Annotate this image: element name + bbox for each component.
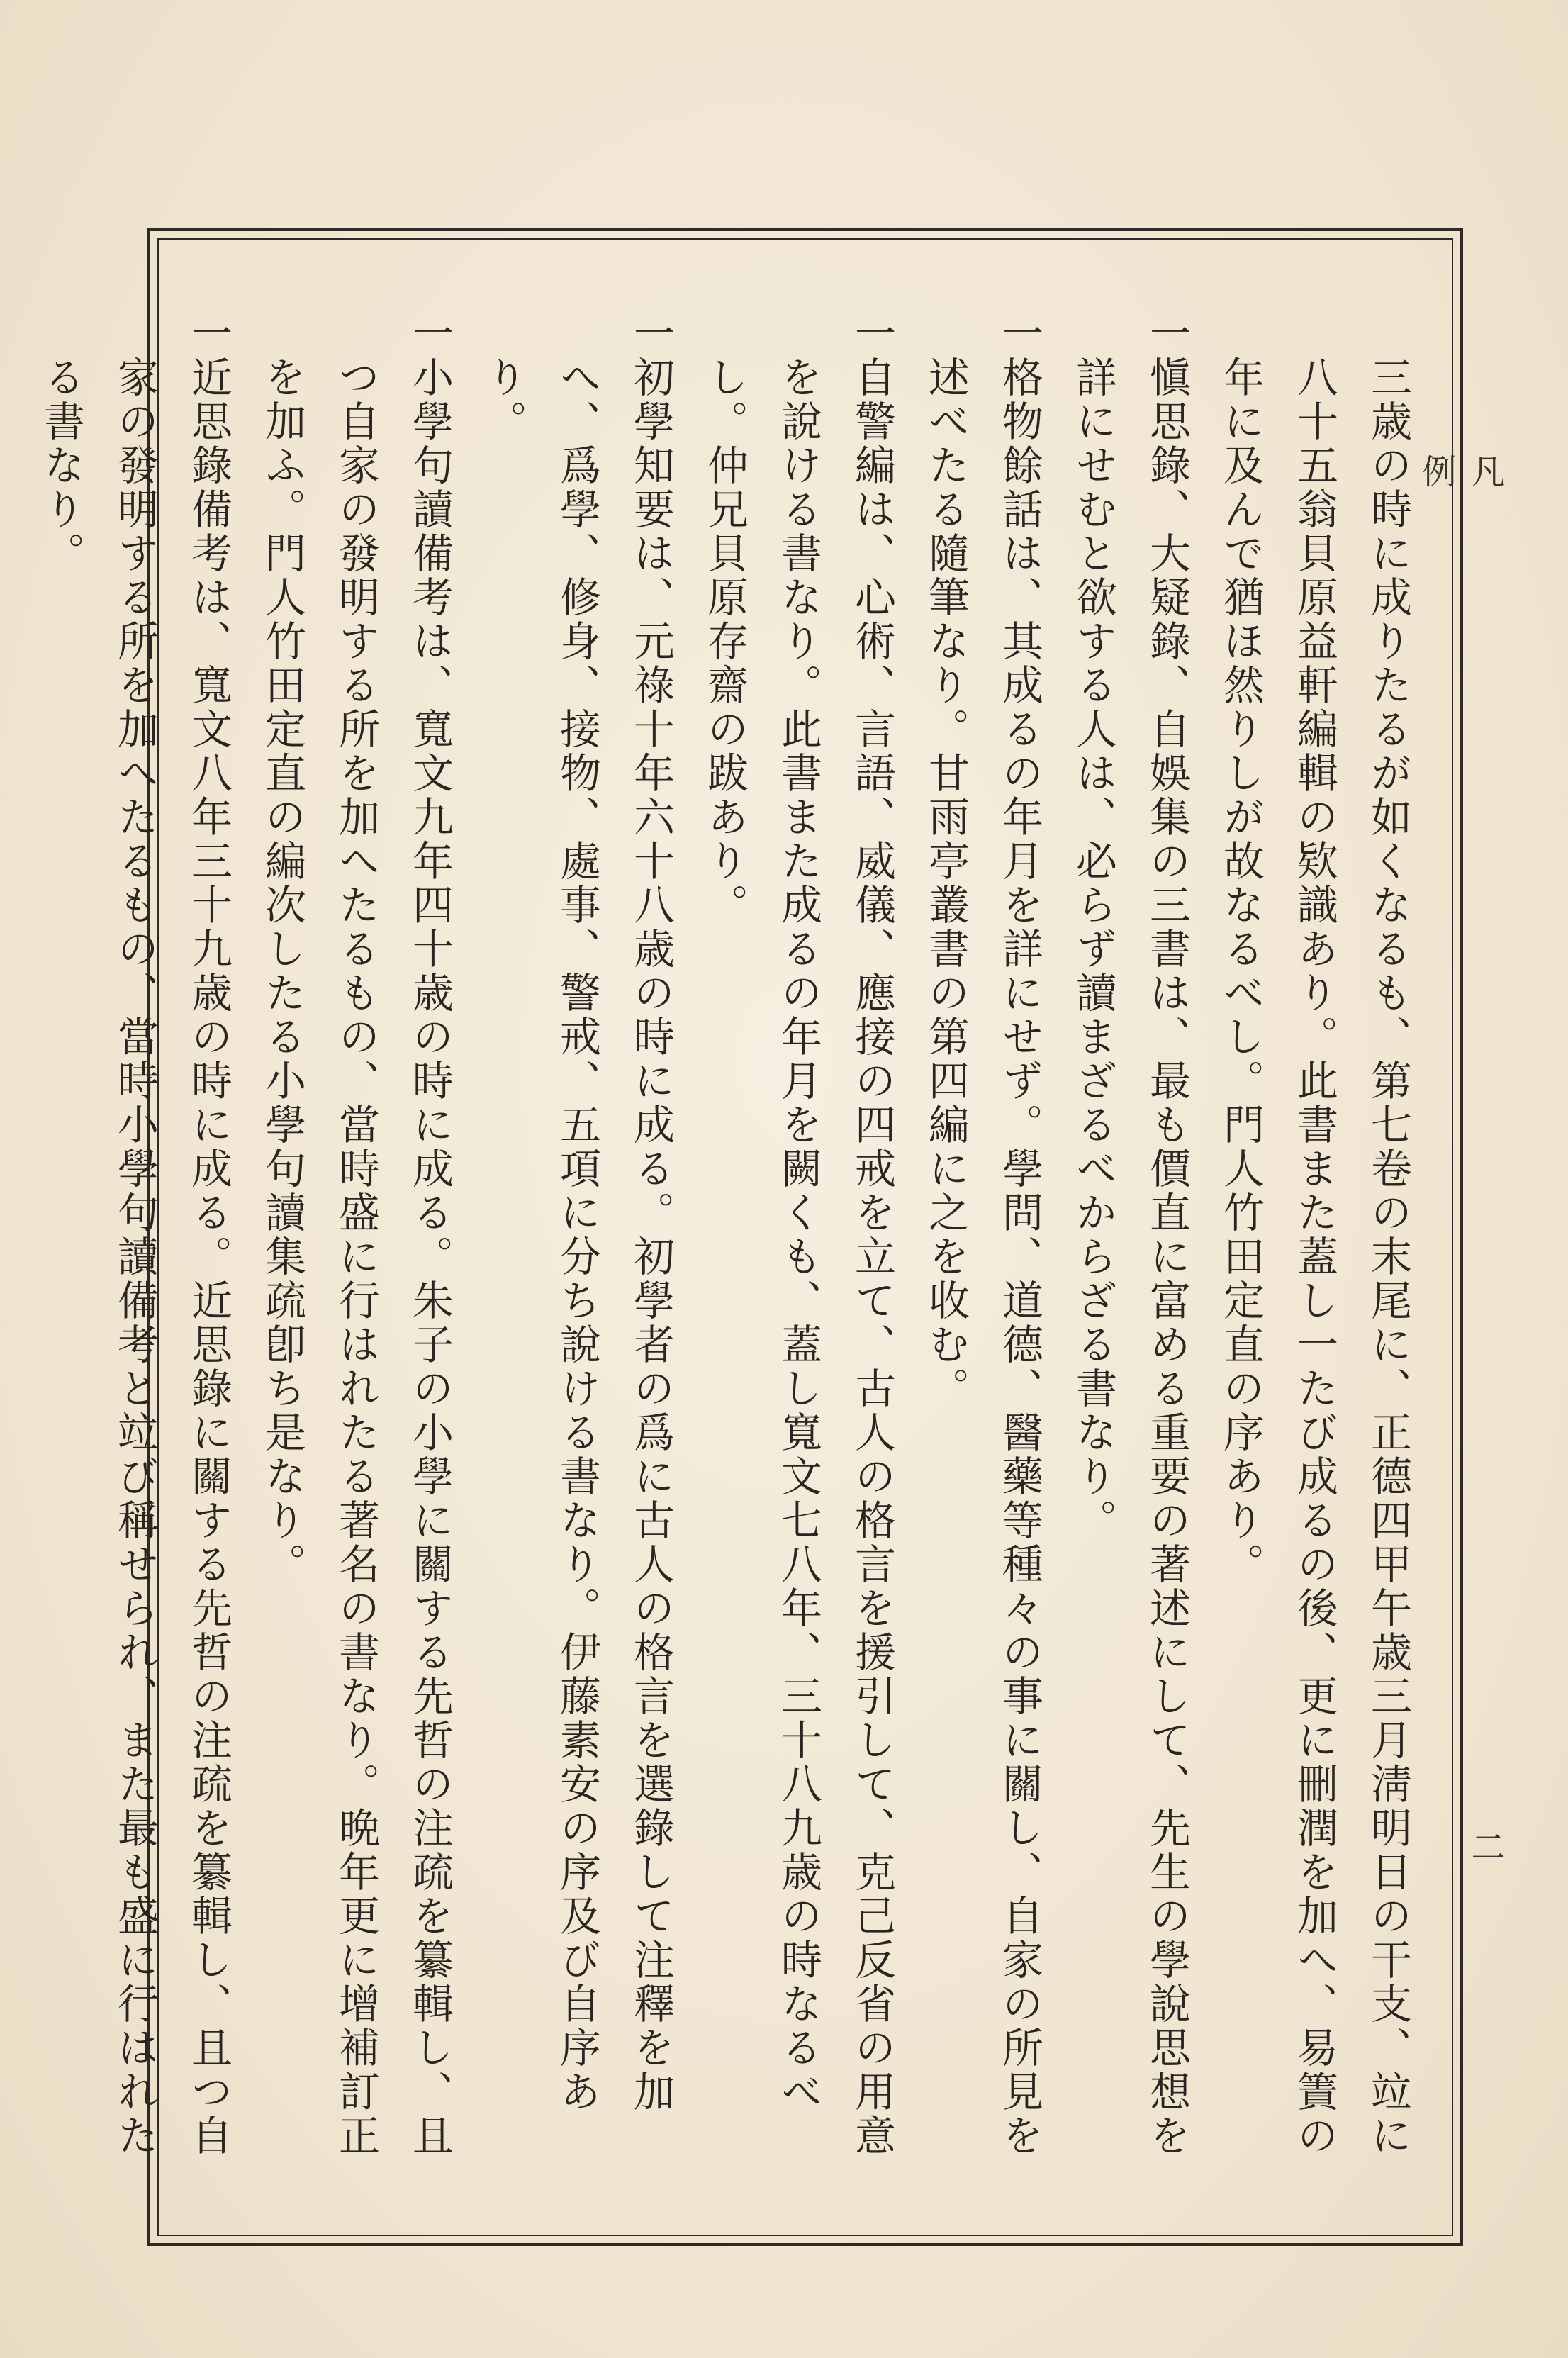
entry-shogaku-kutou-bikou: 一小學句讀備考は、寬文九年四十歳の時に成る。朱子の小學に關する先哲の注疏を纂輯し、且つ自家の發明する所を加へたるもの、當時盛に行はれたる著名の書なり。晩年更に增補訂正を加ふ。門人竹田定直の編次したる小學句讀集疏卽ち是なり。 <box>258 312 454 2158</box>
vertical-text-block <box>37 312 1425 2184</box>
entry-continuation: 三歳の時に成りたるが如くなるも、第七卷の末尾に、正德四甲午歳三月淸明日の干支、竝に八十五翁貝原益軒編輯の欵識あり。此書また蓋し一たび成るの後、更に刪潤を加へ、易簀の年に及んで猶ほ然りしが故なるべし。門人竹田定直の序あり。 <box>1216 356 1412 2158</box>
entry-shinshiroku: 一愼思錄、大疑錄、自娛集の三書は、最も價直に富める重要の著述にして、先生の學說思想を詳にせむと欲する人は、必らず讀まざるべからざる書なり。 <box>1069 312 1191 2158</box>
entry-shogaku-chiyo: 一初學知要は、元祿十年六十八歳の時に成る。初學者の爲に古人の格言を選錄して注釋を加へ、爲學、修身、接物、處事、警戒、五項に分ち說ける書なり。伊藤素安の序及び自序あり。 <box>479 312 675 2114</box>
page-number: 二 <box>1465 1829 1505 1863</box>
entry-kakubutsu-yowa: 一格物餘話は、其成るの年月を詳にせず。學問、道德、醫藥等種々の事に關し、自家の所見を述べたる隨筆なり。甘雨亭叢書の第四編に之を收む。 <box>922 312 1043 2158</box>
entry-jikeihen: 一自警編は、心術、言語、威儀、應接の四戒を立て、古人の格言を援引して、克己反省の用意を說ける書なり。此書また成るの年月を闕くも、蓋し寬文七八年、三十八九歳の時なるべし。仲兄貝原存齋の跋あり。 <box>700 312 896 2158</box>
running-title: 凡 例 <box>1416 454 1505 610</box>
entry-kinshiroku-bikou: 一近思錄備考は、寬文八年三十九歳の時に成る。近思錄に關する先哲の注疏を纂輯し、且つ自家の發明する所を加へたるもの、當時小學句讀備考と竝び稱せられ、また最も盛に行はれたる書なり。 <box>37 312 233 2158</box>
